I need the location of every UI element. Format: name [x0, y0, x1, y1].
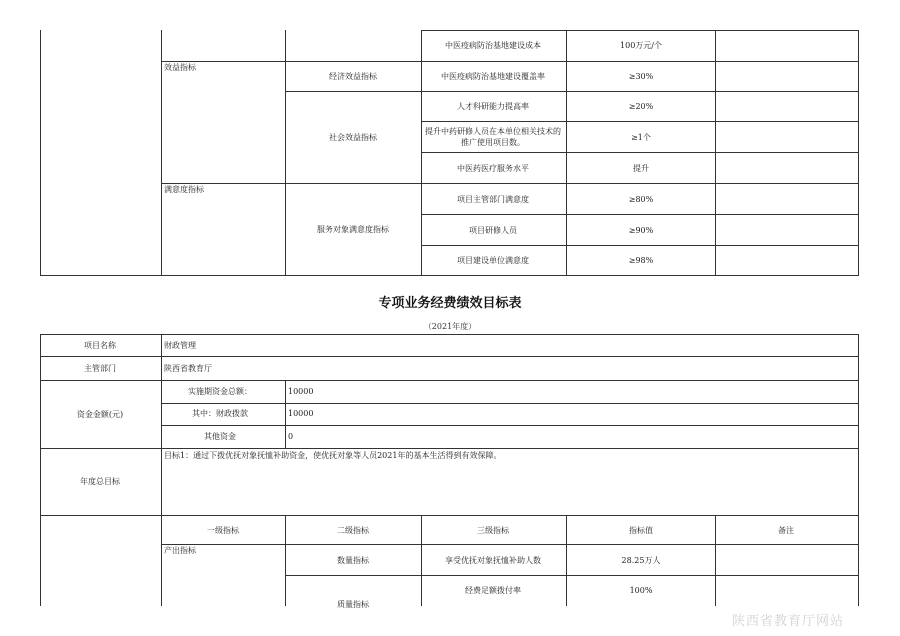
- row4-value: ≥1个: [631, 133, 651, 142]
- economic-benefit-label: 经济效益指标: [329, 72, 377, 81]
- row3-value: ≥20%: [628, 102, 654, 111]
- funds-fiscal-label: 其中：财政拨款: [192, 409, 248, 418]
- benefit-indicator-label: 效益指标: [164, 63, 196, 72]
- service-satisfaction-label: 服务对象满意度指标: [317, 225, 389, 234]
- row8-value: ≥98%: [628, 256, 654, 265]
- row4-level3: 提升中药研修人员在本单位相关技术的推广使用项目数。: [425, 127, 561, 147]
- header-remark: 备注: [778, 526, 794, 535]
- dept-label: 主管部门: [84, 364, 116, 373]
- row2-level3: 中医疫病防治基地建设覆盖率: [441, 72, 545, 81]
- row7-level3: 项目研修人员: [469, 226, 517, 235]
- row5-value: 提升: [633, 164, 649, 173]
- row1-value: 100万元/个: [620, 41, 662, 50]
- row2-value: ≥30%: [628, 72, 654, 81]
- funds-other-label: 其他资金: [204, 432, 236, 441]
- project-name-label: 项目名称: [84, 341, 116, 350]
- funds-fiscal-value: 10000: [288, 409, 314, 418]
- header-level2: 二级指标: [337, 526, 369, 535]
- quality-indicator-label: 质量指标: [337, 600, 369, 609]
- quantity-indicator-label: 数量指标: [337, 556, 369, 565]
- satisfaction-indicator-label: 满意度指标: [164, 185, 204, 194]
- row5-level3: 中医药医疗服务水平: [457, 164, 529, 173]
- watermark: 陕西省教育厅网站: [732, 614, 845, 629]
- annual-goal-label: 年度总目标: [80, 477, 120, 486]
- row7-value: ≥90%: [628, 226, 654, 235]
- header-level1: 一级指标: [207, 526, 239, 535]
- page-title: 专项业务经费绩效目标表: [378, 296, 522, 311]
- dept-value: 陕西省教育厅: [164, 364, 212, 373]
- row1-level3: 中医疫病防治基地建设成本: [445, 41, 541, 50]
- year-subtitle: （2021年度）: [423, 322, 477, 331]
- funds-other-value: 0: [288, 432, 294, 441]
- funds-total-value: 10000: [288, 387, 314, 396]
- funds-label: 资金金额(元): [76, 410, 124, 419]
- quality-level3: 经费足额拨付率: [465, 586, 521, 595]
- annual-goal-text: 目标1：通过下拨优抚对象抚恤补助资金，使优抚对象等人员2021年的基本生活得到有效保障。: [164, 451, 502, 460]
- row6-value: ≥80%: [628, 195, 654, 204]
- row6-level3: 项目主管部门满意度: [457, 195, 529, 204]
- quality-value: 100%: [629, 586, 653, 595]
- social-benefit-label: 社会效益指标: [329, 133, 377, 142]
- row8-level3: 项目建设单位满意度: [457, 256, 529, 265]
- header-level3: 三级指标: [477, 526, 509, 535]
- header-value: 指标值: [629, 526, 653, 535]
- project-name-value: 财政管理: [164, 341, 196, 350]
- output-indicator-label: 产出指标: [164, 546, 196, 555]
- quantity-value: 28.25万人: [621, 556, 661, 565]
- row3-level3: 人才科研能力提高率: [457, 102, 529, 111]
- quantity-level3: 享受优抚对象抚恤补助人数: [445, 556, 541, 565]
- funds-total-label: 实施期资金总额：: [188, 387, 252, 396]
